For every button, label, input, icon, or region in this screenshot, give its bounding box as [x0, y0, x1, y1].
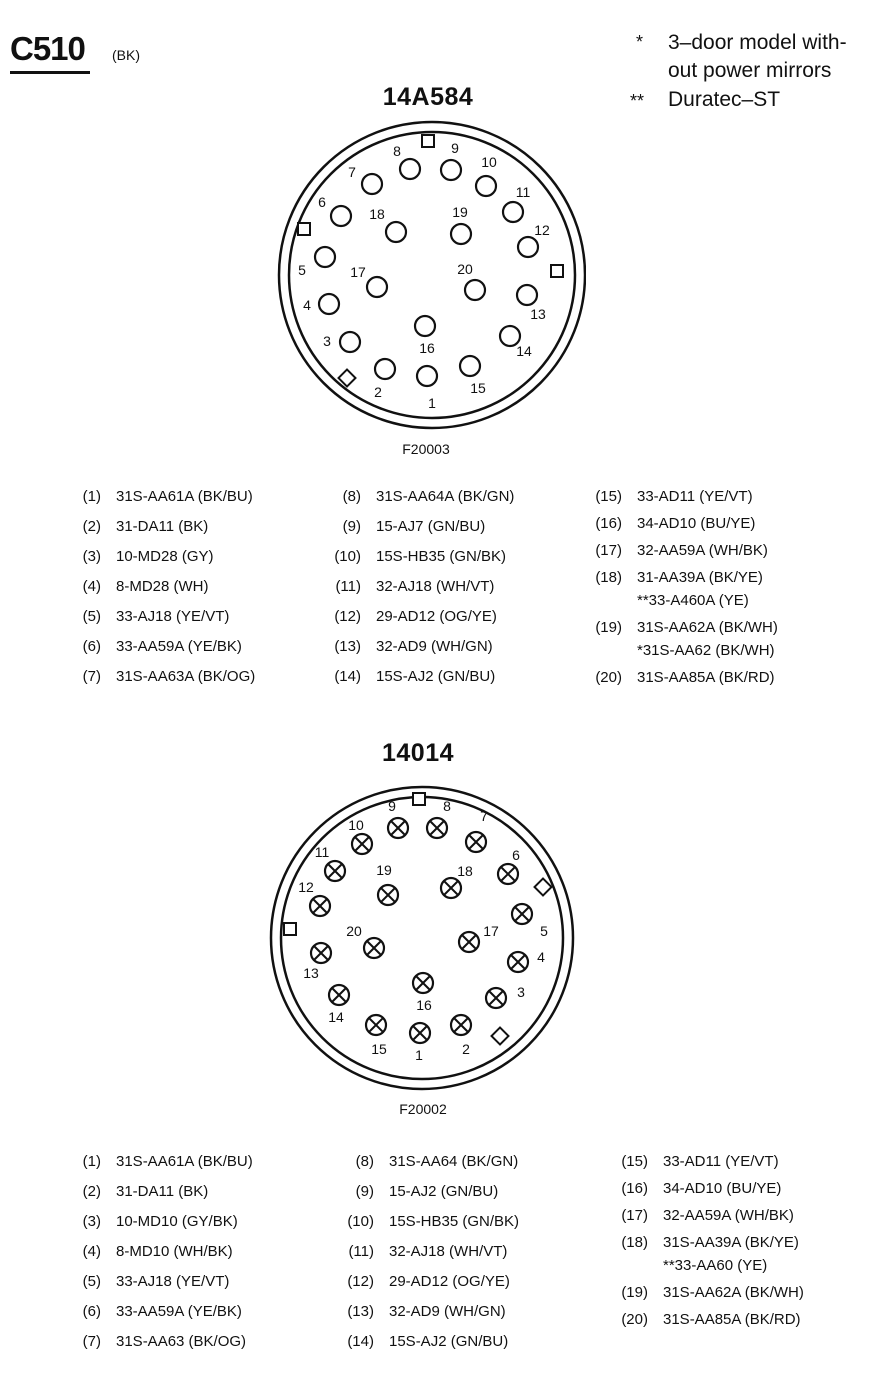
pin-1 — [410, 1023, 430, 1043]
wire-circuit: 33-AJ18 (YE/VT) — [116, 608, 230, 625]
wire-number: (15) — [621, 1153, 648, 1170]
pin-10 — [352, 834, 372, 854]
wire-circuit: 10-MD28 (GY) — [116, 548, 214, 565]
pin-12 — [310, 896, 330, 916]
pin-9 — [388, 818, 408, 838]
key-notch — [422, 135, 434, 147]
pin-13 — [517, 285, 537, 305]
wire-circuit: 31S-AA61A (BK/BU) — [116, 488, 253, 505]
connector-color: (BK) — [112, 47, 140, 63]
note-1-mark: * — [636, 32, 644, 52]
pin-5 — [512, 904, 532, 924]
key-notch — [535, 879, 552, 896]
wire-number: (9) — [342, 518, 361, 535]
pin-2 — [375, 359, 395, 379]
wire-number: (14) — [347, 1333, 374, 1350]
pin-4 — [508, 952, 528, 972]
wire-circuit: 33-AA59A (YE/BK) — [116, 1303, 242, 1320]
pin-10 — [476, 176, 496, 196]
pin-20 — [465, 280, 485, 300]
pin-5 — [315, 247, 335, 267]
pin-17-label: 17 — [350, 264, 366, 280]
wire-circuit: 15S-AJ2 (GN/BU) — [376, 668, 496, 685]
wire-number: (8) — [342, 488, 361, 505]
wire-circuit: 33-AD11 (YE/VT) — [663, 1153, 779, 1170]
pin-19 — [451, 224, 471, 244]
pin-3-label: 3 — [517, 984, 525, 1000]
pin-16-label: 16 — [419, 340, 435, 356]
pin-20 — [364, 938, 384, 958]
wire-circuit: 15S-HB35 (GN/BK) — [376, 548, 507, 565]
pin-1 — [417, 366, 437, 386]
pin-16-label: 16 — [416, 997, 432, 1013]
pin-8 — [400, 159, 420, 179]
wire-number: (4) — [82, 578, 101, 595]
wire-number: (17) — [621, 1207, 648, 1224]
wire-circuit: 31S-AA62A (BK/WH) — [663, 1284, 804, 1301]
wire-number: (15) — [595, 488, 622, 505]
wire-circuit: 32-AD9 (WH/GN) — [389, 1303, 506, 1320]
pin-8-label: 8 — [393, 143, 401, 159]
pin-19 — [378, 885, 398, 905]
pin-1-label: 1 — [415, 1047, 423, 1063]
wire-number: (17) — [595, 542, 622, 559]
pin-19-label: 19 — [376, 862, 392, 878]
wire-number: (7) — [82, 1333, 101, 1350]
key-notch — [492, 1028, 509, 1045]
wire-number: (5) — [82, 608, 101, 625]
pin-10-label: 10 — [348, 817, 364, 833]
pin-9-label: 9 — [388, 798, 396, 814]
wire-number: (12) — [334, 608, 361, 625]
wire-circuit: 8-MD28 (WH) — [116, 578, 209, 595]
wire-circuit: 31S-AA39A (BK/YE) — [663, 1234, 799, 1251]
wire-number: (10) — [347, 1213, 374, 1230]
pin-4-label: 4 — [537, 949, 545, 965]
pin-11 — [503, 202, 523, 222]
pin-8-label: 8 — [443, 798, 451, 814]
pin-4-label: 4 — [303, 297, 311, 313]
pin-1-label: 1 — [428, 395, 436, 411]
wire-circuit: 31S-AA85A (BK/RD) — [663, 1311, 801, 1328]
connector-2-face — [268, 785, 580, 1091]
wire-number: (11) — [348, 1243, 374, 1260]
wire-circuit: 29-AD12 (OG/YE) — [376, 608, 497, 625]
key-notch — [284, 923, 296, 935]
pin-15 — [366, 1015, 386, 1035]
wire-circuit: 33-AJ18 (YE/VT) — [116, 1273, 230, 1290]
wire-number: (19) — [621, 1284, 648, 1301]
pin-15-label: 15 — [371, 1041, 387, 1057]
title-underline — [10, 71, 90, 74]
pin-13-label: 13 — [303, 965, 319, 981]
wire-circuit: 32-AA59A (WH/BK) — [663, 1207, 794, 1224]
wire-circuit: 31-DA11 (BK) — [116, 1183, 209, 1200]
connector-1-face — [270, 120, 586, 430]
wire-circuit: 31S-AA63A (BK/OG) — [116, 668, 256, 685]
wire-number: (8) — [355, 1153, 374, 1170]
wire-number: (5) — [82, 1273, 101, 1290]
pin-7 — [362, 174, 382, 194]
wire-circuit-alt: **33-A460A (YE) — [637, 592, 749, 609]
pin-2 — [451, 1015, 471, 1035]
wire-circuit: 31-AA39A (BK/YE) — [637, 569, 763, 586]
wire-number: (18) — [595, 569, 622, 586]
wire-circuit: 32-AJ18 (WH/VT) — [389, 1243, 508, 1260]
wire-number: (20) — [621, 1311, 648, 1328]
pin-17 — [459, 932, 479, 952]
pin-19-label: 19 — [452, 204, 468, 220]
wire-circuit: 34-AD10 (BU/YE) — [637, 515, 756, 532]
pin-6-label: 6 — [318, 194, 326, 210]
pin-11-label: 11 — [515, 184, 531, 200]
note-2-mark: ** — [630, 91, 645, 111]
pin-9-label: 9 — [451, 140, 459, 156]
wire-number: (16) — [621, 1180, 648, 1197]
wire-circuit: 10-MD10 (GY/BK) — [116, 1213, 238, 1230]
wire-number: (12) — [347, 1273, 374, 1290]
pin-6 — [498, 864, 518, 884]
pin-7-label: 7 — [348, 164, 356, 180]
wire-number: (2) — [82, 1183, 101, 1200]
wire-number: (1) — [82, 488, 101, 505]
note-1-line-1: 3–door model with- — [668, 31, 847, 54]
wire-number: (16) — [595, 515, 622, 532]
wire-circuit: 29-AD12 (OG/YE) — [389, 1273, 510, 1290]
pin-11 — [325, 861, 345, 881]
wire-circuit: 8-MD10 (WH/BK) — [116, 1243, 233, 1260]
wire-circuit: 31S-AA85A (BK/RD) — [637, 669, 775, 686]
wire-circuit: 31S-AA61A (BK/BU) — [116, 1153, 253, 1170]
wire-number: (1) — [82, 1153, 101, 1170]
pin-18 — [386, 222, 406, 242]
wire-number: (18) — [621, 1234, 648, 1251]
wire-number: (10) — [334, 548, 361, 565]
pin-6 — [331, 206, 351, 226]
pin-8 — [427, 818, 447, 838]
pin-3 — [486, 988, 506, 1008]
pin-14 — [329, 985, 349, 1005]
connector-2-ref: F20002 — [399, 1101, 447, 1117]
wire-number: (11) — [335, 578, 361, 595]
wire-number: (20) — [595, 669, 622, 686]
pin-18-label: 18 — [369, 206, 385, 222]
connector-1-title: 14A584 — [382, 83, 474, 111]
pin-17-label: 17 — [483, 923, 499, 939]
pin-3-label: 3 — [323, 333, 331, 349]
wire-circuit: 15-AJ2 (GN/BU) — [389, 1183, 499, 1200]
wire-circuit: 31S-AA64A (BK/GN) — [376, 488, 515, 505]
wire-number: (13) — [334, 638, 361, 655]
pin-7 — [466, 832, 486, 852]
pin-4 — [319, 294, 339, 314]
pin-7-label: 7 — [480, 808, 488, 824]
pin-20-label: 20 — [457, 261, 473, 277]
pin-3 — [340, 332, 360, 352]
pin-20-label: 20 — [346, 923, 362, 939]
pin-15 — [460, 356, 480, 376]
wire-circuit: 32-AA59A (WH/BK) — [637, 542, 768, 559]
pin-18-label: 18 — [457, 863, 473, 879]
pin-15-label: 15 — [470, 380, 486, 396]
wire-circuit: 15S-HB35 (GN/BK) — [389, 1213, 520, 1230]
wire-number: (9) — [355, 1183, 374, 1200]
pin-16 — [415, 316, 435, 336]
pin-6-label: 6 — [512, 847, 520, 863]
note-2-line-1: Duratec–ST — [668, 88, 781, 111]
wire-circuit: 31S-AA63 (BK/OG) — [116, 1333, 247, 1350]
pin-5-label: 5 — [540, 923, 548, 939]
wire-number: (6) — [82, 1303, 101, 1320]
key-notch — [298, 223, 310, 235]
wire-circuit: 31-DA11 (BK) — [116, 518, 209, 535]
wire-number: (14) — [334, 668, 361, 685]
wire-circuit-alt: **33-AA60 (YE) — [663, 1257, 768, 1274]
wire-number: (4) — [82, 1243, 101, 1260]
wire-circuit: 31S-AA62A (BK/WH) — [637, 619, 778, 636]
wire-number: (13) — [347, 1303, 374, 1320]
pin-17 — [367, 277, 387, 297]
key-notch — [413, 793, 425, 805]
pin-12-label: 12 — [298, 879, 314, 895]
pin-5-label: 5 — [298, 262, 306, 278]
pin-13 — [311, 943, 331, 963]
pin-2-label: 2 — [462, 1041, 470, 1057]
pin-16 — [413, 973, 433, 993]
pin-18 — [441, 878, 461, 898]
wire-circuit: 33-AA59A (YE/BK) — [116, 638, 242, 655]
pin-12-label: 12 — [534, 222, 550, 238]
wire-number: (3) — [82, 548, 101, 565]
pin-2-label: 2 — [374, 384, 382, 400]
key-notch — [551, 265, 563, 277]
wire-number: (7) — [82, 668, 101, 685]
pin-11-label: 11 — [314, 844, 330, 860]
pin-12 — [518, 237, 538, 257]
wire-circuit: 32-AJ18 (WH/VT) — [376, 578, 495, 595]
pin-9 — [441, 160, 461, 180]
wire-circuit: 15-AJ7 (GN/BU) — [376, 518, 486, 535]
wire-number: (19) — [595, 619, 622, 636]
pin-10-label: 10 — [481, 154, 497, 170]
wire-circuit: 33-AD11 (YE/VT) — [637, 488, 753, 505]
pin-13-label: 13 — [530, 306, 546, 322]
connector-2-title: 14014 — [381, 739, 455, 767]
wire-circuit: 34-AD10 (BU/YE) — [663, 1180, 782, 1197]
wire-circuit: 31S-AA64 (BK/GN) — [389, 1153, 519, 1170]
wire-number: (6) — [82, 638, 101, 655]
wire-circuit: 32-AD9 (WH/GN) — [376, 638, 493, 655]
pin-14-label: 14 — [516, 343, 532, 359]
wire-number: (3) — [82, 1213, 101, 1230]
wire-circuit-alt: *31S-AA62 (BK/WH) — [637, 642, 775, 659]
pin-14-label: 14 — [328, 1009, 344, 1025]
wire-circuit: 15S-AJ2 (GN/BU) — [389, 1333, 509, 1350]
connector-1-ref: F20003 — [402, 441, 450, 457]
wire-number: (2) — [82, 518, 101, 535]
note-1-line-2: out power mirrors — [668, 59, 832, 82]
connector-id: C510 — [10, 30, 85, 67]
